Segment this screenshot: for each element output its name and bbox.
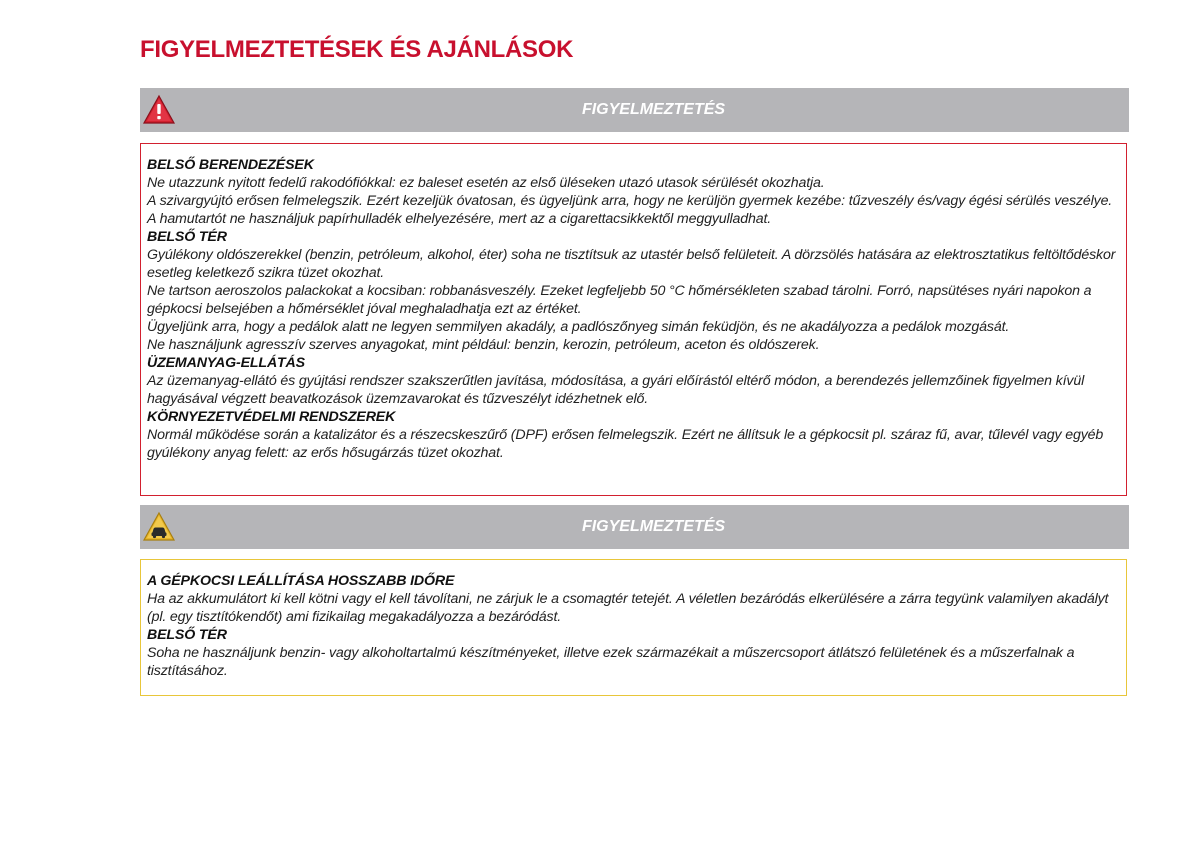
warning-header-label: FIGYELMEZTETÉS: [581, 518, 726, 535]
warning-header-2: [140, 505, 1129, 549]
paragraph: Ügyeljünk arra, hogy a pedálok alatt ne legyen semmilyen akadály, a padlószőnyeg simán feküdjön, és ne akadályozza a pedálok mozgását.: [147, 319, 1010, 335]
paragraph: Soha ne használjunk benzin- vagy alkoholtartalmú készítményeket, illetve ezek származékait a műszercsoport átlátszó felületének és a műszerfalnak a tisztításához.: [147, 645, 1075, 679]
section-heading: KÖRNYEZETVÉDELMI RENDSZEREK: [147, 409, 396, 425]
paragraph: Normál működése során a katalizátor és a részecskeszűrő (DPF) erősen felmelegszik. Ezért ne állítsuk le a gépkocsit pl. száraz fű, avar, tűlevél vagy egyéb gyúlékony anyag felett: az erős hősugárzás tüzet okozhat.: [147, 427, 1104, 461]
section-heading: ÜZEMANYAG-ELLÁTÁS: [147, 355, 305, 371]
section-heading: BELSŐ TÉR: [147, 229, 227, 245]
warning-box-2: [140, 559, 1127, 696]
section-heading: A GÉPKOCSI LEÁLLÍTÁSA HOSSZABB IDŐRE: [147, 573, 455, 589]
paragraph: A szivargyújtó erősen felmelegszik. Ezért kezeljük óvatosan, és ügyeljünk arra, hogy ne kerüljön gyermek kezébe: tűzveszély és/vagy égési sérülés veszélye.: [147, 193, 1113, 209]
warning-box-1: [140, 143, 1127, 496]
paragraph: Gyúlékony oldószerekkel (benzin, petróleum, alkohol, éter) soha ne tisztítsuk az utastér belső felületeit. A dörzsölés hatására az elektrosztatikus feltöltődéskor esetleg keletkező szikra tüzet okozhat.: [147, 247, 1116, 281]
paragraph: Ne tartson aeroszolos palackokat a kocsiban: robbanásveszély. Ezeket legfeljebb 50 °C hőmérsékleten szabad tárolni. Forró, napsütéses nyári napokon a gépkocsi belsejében a hőmérséklet jóval meghaladhatja ezt az értéket.: [147, 283, 1092, 317]
paragraph: A hamutartót ne használjuk papírhulladék elhelyezésére, mert az a cigarettacsikkektől meggyulladhat.: [147, 211, 772, 227]
paragraph: Ne használjunk agresszív szerves anyagokat, mint például: benzin, kerozin, petróleum, aceton és oldószerek.: [147, 337, 820, 353]
page-title: FIGYELMEZTETÉSEK ÉS AJÁNLÁSOK: [140, 36, 574, 63]
section-heading: BELSŐ BERENDEZÉSEK: [147, 157, 314, 173]
paragraph: Az üzemanyag-ellátó és gyújtási rendszer szakszerűtlen javítása, módosítása, a gyári előírástól eltérő módon, a berendezés jellemzőinek figyelmen kívül hagyásával végzett beavatkozások üzemzavarokat és tűzveszélyt idézhetnek elő.: [147, 373, 1085, 407]
warning-header-1: [140, 88, 1129, 132]
red-warning-triangle-icon: [140, 88, 178, 132]
paragraph: Ha az akkumulátort ki kell kötni vagy el kell távolítani, ne zárjuk le a csomagtér tetejét. A véletlen bezáródás elkerülésére a zárra tegyünk valamilyen akadályt (pl. egy tisztítókendőt) ami fizikailag megakadályozza a bezáródást.: [147, 591, 1109, 625]
section-heading: BELSŐ TÉR: [147, 627, 227, 643]
paragraph: Ne utazzunk nyitott fedelű rakodófiókkal: ez baleset esetén az első üléseken utazó utasok sérülését okozhatja.: [147, 175, 825, 191]
yellow-car-warning-icon: [140, 505, 178, 549]
warning-header-label: FIGYELMEZTETÉS: [581, 101, 726, 118]
